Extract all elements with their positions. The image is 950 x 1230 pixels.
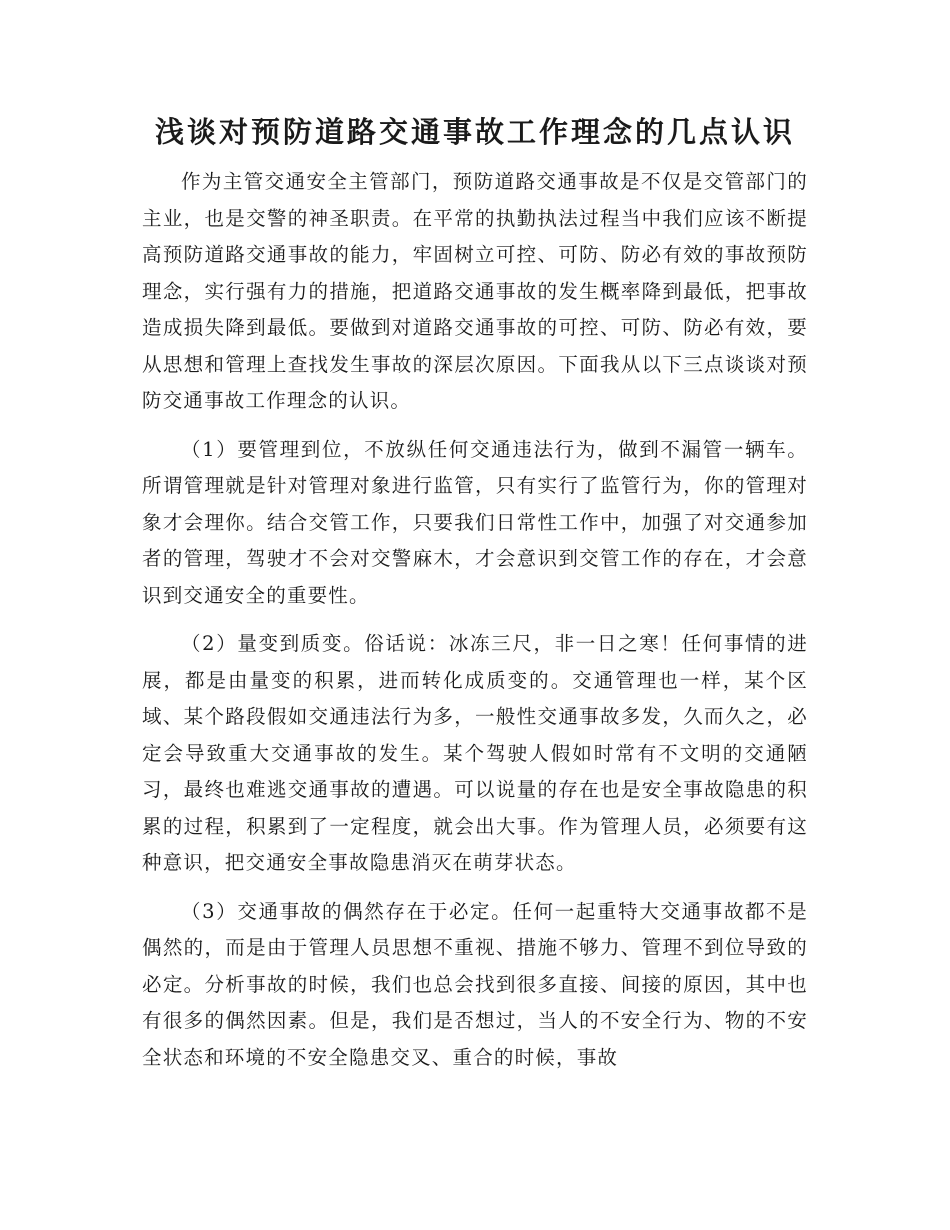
document-title: 浅谈对预防道路交通事故工作理念的几点认识 bbox=[154, 115, 795, 149]
paragraph-point-3: （3）交通事故的偶然存在于必定。任何一起重特大交通事故都不是偶然的，而是由于管理人员思想不重视、措施不够力、管理不到位导致的必定。分析事故的时候，我们也总会找到很多直接、间接的原因，其中也有很多的偶然因素。但是，我们是否想过，当人的不安全行为、物的不安全状态和环境的不安全隐患交叉、重合的时候，事故 bbox=[142, 899, 808, 1069]
paragraph-point-2: （2）量变到质变。俗话说：冰冻三尺，非一日之寒！任何事情的进展，都是由量变的积累，进而转化成质变的。交通管理也一样，某个区域、某个路段假如交通违法行为多，一般性交通事故多发，久而久之，必定会导致重大交通事故的发生。某个驾驶人假如时常有不文明的交通陋习，最终也难逃交通事故的遭遇。可以说量的存在也是安全事故隐患的积累的过程，积累到了一定程度，就会出大事。作为管理人员，必须要有这种意识，把交通安全事故隐患消灭在萌芽状态。 bbox=[142, 632, 808, 874]
paragraph-point-1: （1）要管理到位，不放纵任何交通违法行为，做到不漏管一辆车。所谓管理就是针对管理对象进行监管，只有实行了监管行为，你的管理对象才会理你。结合交管工作，只要我们日常性工作中，加强了对交通参加者的管理，驾驶才不会对交警麻木，才会意识到交管工作的存在，才会意识到交通安全的重要性。 bbox=[142, 437, 808, 607]
paragraph-intro: 作为主管交通安全主管部门，预防道路交通事故是不仅是交管部门的主业，也是交警的神圣职责。在平常的执勤执法过程当中我们应该不断提高预防道路交通事故的能力，牢固树立可控、可防、防必有效的事故预防理念，实行强有力的措施，把道路交通事故的发生概率降到最低，把事故造成损失降到最低。要做到对道路交通事故的可控、可防、防必有效，要从思想和管理上查找发生事故的深层次原因。下面我从以下三点谈谈对预防交通事故工作理念的认识。 bbox=[142, 170, 808, 412]
document-body bbox=[142, 164, 808, 1076]
